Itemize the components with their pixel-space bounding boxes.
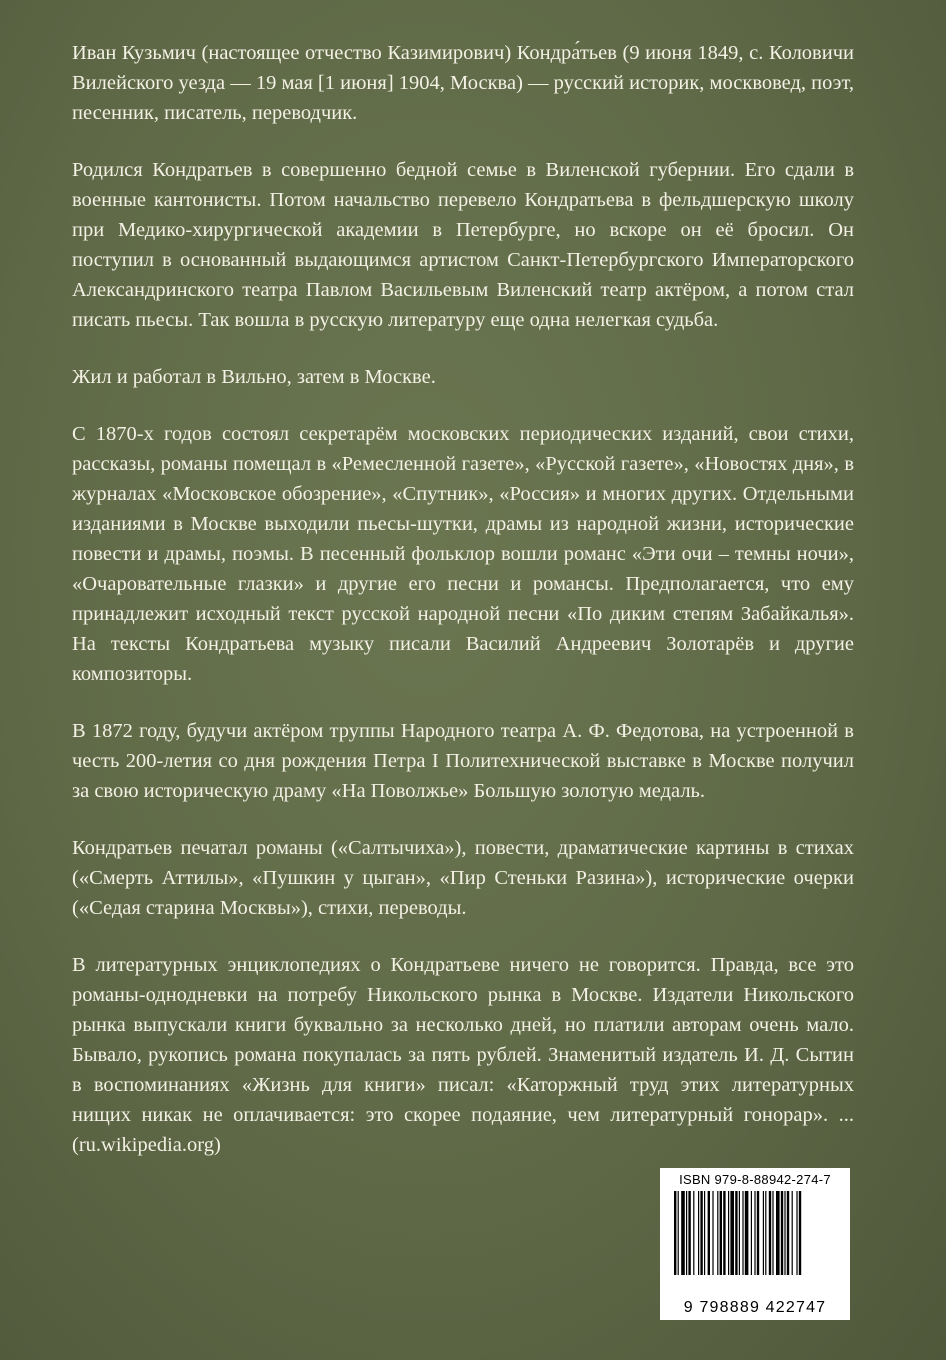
barcode-stripe <box>704 1191 705 1275</box>
paragraph-career: С 1870-х годов состоял секретарём московских периодических изданий, свои стихи, рассказы, романы помещал в «Ремесленной газете», «Русской газете», «Новостях дня», в журналах «Московское обозрение», «Спутник», «Россия» и многих других. Отдельными изданиями в Москве выходили пьесы-шутки, драмы из народной жизни, исторические повести и драмы, поэмы. В песенный фольклор вошли романс «Эти очи – темны ночи», «Очаровательные глазки» и другие его песни и романсы. Предполагается, что ему принадлежит исходный текст русской народной песни «По диким степям Забайкалья». На тексты Кондратьева музыку писали Василий Андреевич Золотарёв и другие композиторы. <box>72 423 854 685</box>
barcode-stripe <box>681 1191 685 1275</box>
barcode-stripe <box>784 1191 785 1275</box>
barcode-stripe <box>776 1191 780 1275</box>
barcode-stripe <box>765 1191 766 1275</box>
barcode-stripe <box>717 1191 718 1275</box>
barcode-stripe <box>799 1191 801 1275</box>
barcode-stripe <box>763 1191 764 1275</box>
barcode-stripe <box>686 1191 687 1275</box>
paragraph-residence: Жил и работал в Вильно, затем в Москве. <box>72 366 436 388</box>
barcode-stripe <box>751 1191 752 1275</box>
barcode-stripe <box>796 1191 797 1275</box>
barcode-stripe <box>781 1191 783 1275</box>
barcode-stripe <box>693 1191 694 1275</box>
paragraph-works: Кондратьев печатал романы («Салтычиха»), повести, драматические картины в стихах («Смерть Аттилы», «Пушкин у цыган», «Пир Стеньки Разина»), исторические очерки («Седая старина Москвы»), стихи, переводы. <box>72 837 854 919</box>
paragraph-early-life: Родился Кондратьев в совершенно бедной семье в Виленской губернии. Его сдали в военные кантонисты. Потом начальство перевело Кондратьева в фельдшерскую школу при Медико-хирургической академии в Петербурге, но вскоре он её бросил. Он поступил в основанный выдающимся артистом Санкт-Петербургского Императорского Александринского театра Павлом Васильевым Виленский театр актёром, а потом стал писать пьесы. Так вошла в русскую литературу еще одна нелегкая судьба. <box>72 159 854 331</box>
barcode-bars <box>670 1191 844 1297</box>
isbn-label: ISBN 979-8-88942-274-7 <box>679 1172 831 1187</box>
isbn-barcode <box>660 1168 850 1320</box>
barcode-stripe <box>678 1191 679 1275</box>
barcode-stripe <box>708 1191 710 1275</box>
paragraph-award: В 1872 году, будучи актёром труппы Народного театра А. Ф. Федотова, на устроенной в честь 200-летия со дня рождения Петра I Политехнической выставке в Москве получил за свою историческую драму «На Поволжье» Большую золотую медаль. <box>72 720 854 802</box>
barcode-stripe <box>742 1191 743 1275</box>
barcode-stripe <box>772 1191 773 1275</box>
barcode-digits: 9 798889 422747 <box>683 1299 827 1316</box>
barcode-stripe <box>688 1191 690 1275</box>
barcode-stripe <box>712 1191 713 1275</box>
barcode-stripe <box>700 1191 702 1275</box>
barcode-stripe <box>723 1191 725 1275</box>
barcode-stripe <box>739 1191 740 1275</box>
barcode-stripe <box>754 1191 755 1275</box>
paragraph-reputation: В литературных энциклопедиях о Кондратьеве ничего не говорится. Правда, все это романы-однодневки на потребу Никольского рынка в Москве. Издатели Никольского рынка выпускали книги буквально за несколько дней, но платили авторам очень мало. Бывало, рукопись романа покупалась за пять рублей. Знаменитый издатель И. Д. Сытин в воспоминаниях «Жизнь для книги» писал: «Каторжный труд этих литературных нищих никак не оплачивается: это скорее подаяние, чем литературный гонорар». ...(ru.wikipedia.org) <box>72 954 854 1156</box>
barcode-stripe <box>730 1191 734 1275</box>
barcode-stripe <box>720 1191 722 1275</box>
barcode-stripe <box>757 1191 759 1275</box>
barcode-stripe <box>698 1191 699 1275</box>
back-cover-text <box>72 38 854 1187</box>
barcode-stripe <box>769 1191 771 1275</box>
barcode-stripe <box>735 1191 737 1275</box>
barcode-stripe <box>787 1191 789 1275</box>
barcode-stripe <box>674 1191 676 1275</box>
barcode-stripe <box>745 1191 749 1275</box>
barcode-stripe <box>792 1191 793 1275</box>
barcode-stripe <box>728 1191 729 1275</box>
paragraph-bio-intro: Иван Кузьмич (настоящее отчество Казимирович) Кондра́тьев (9 июня 1849, с. Коловичи Вилейского уезда — 19 мая [1 июня] 1904, Москва) — русский историк, москвовед, поэт, песенник, писатель, переводчик. <box>72 42 854 124</box>
